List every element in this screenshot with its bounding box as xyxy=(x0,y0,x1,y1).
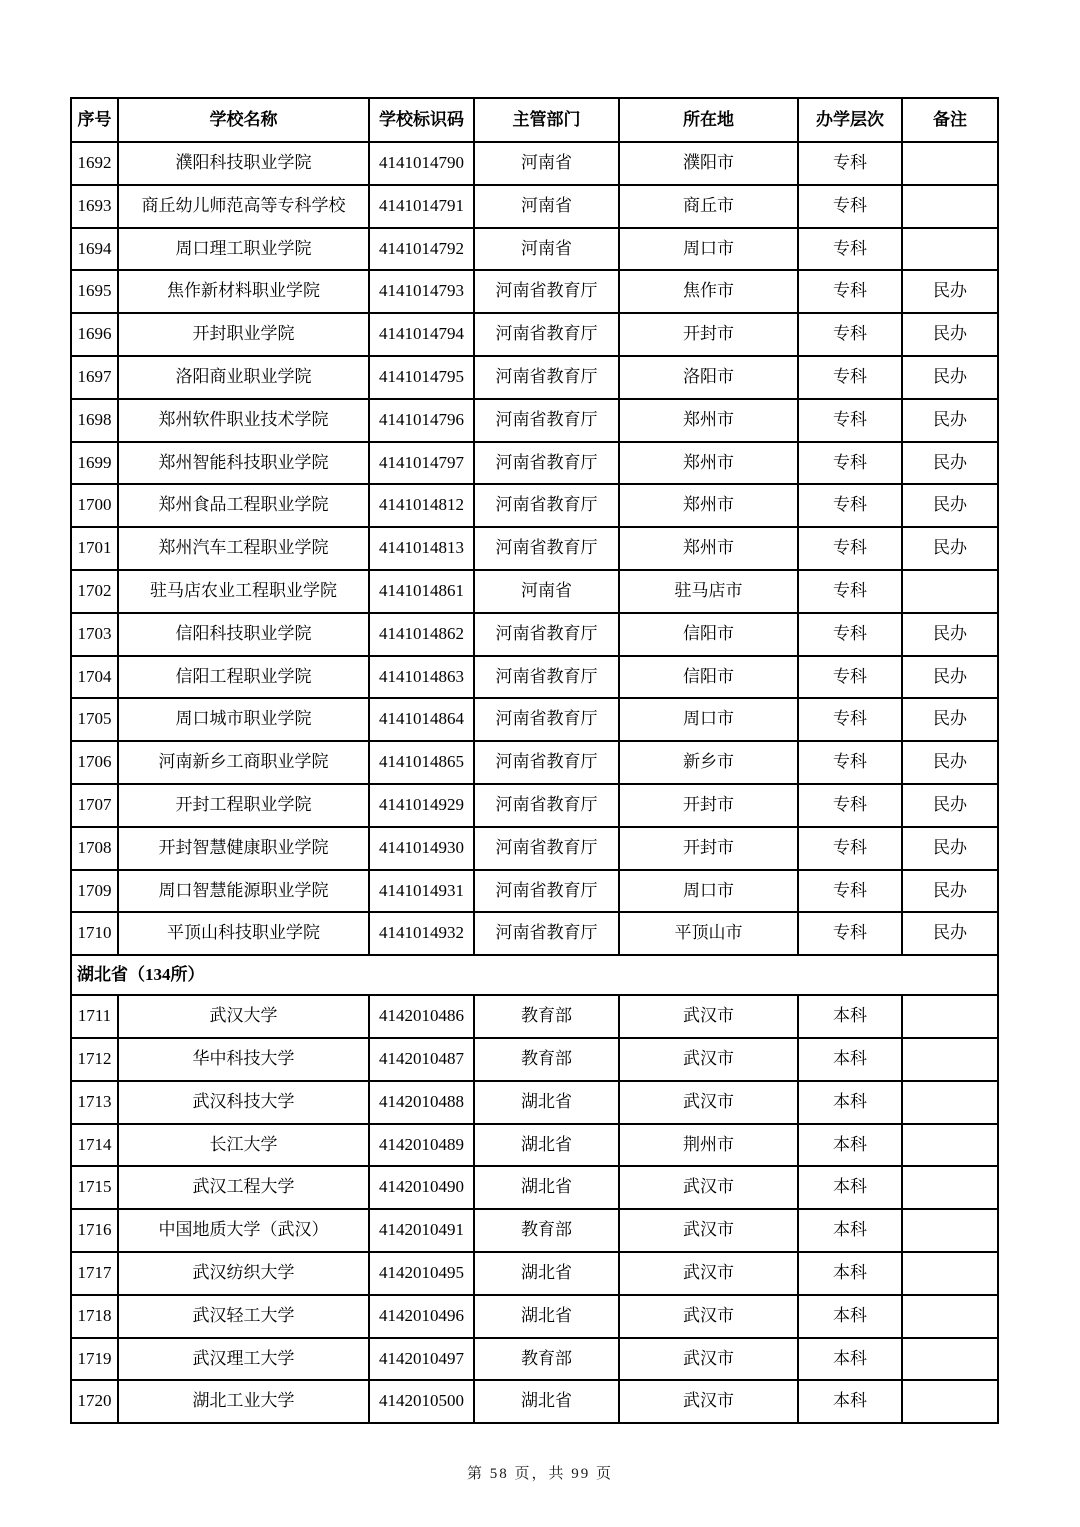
cell-name: 郑州智能科技职业学院 xyxy=(118,442,369,485)
cell-seq: 1720 xyxy=(71,1380,118,1423)
table-row xyxy=(71,741,998,784)
cell-level: 本科 xyxy=(798,1124,902,1167)
table-row xyxy=(71,1252,998,1295)
cell-dept: 教育部 xyxy=(474,1038,619,1081)
cell-code: 4142010489 xyxy=(369,1124,474,1167)
cell-seq: 1716 xyxy=(71,1209,118,1252)
cell-seq: 1719 xyxy=(71,1338,118,1381)
cell-city: 武汉市 xyxy=(619,1338,798,1381)
cell-city: 濮阳市 xyxy=(619,142,798,185)
cell-note xyxy=(902,185,998,228)
cell-code: 4141014861 xyxy=(369,570,474,613)
cell-dept: 湖北省 xyxy=(474,1081,619,1124)
cell-city: 开封市 xyxy=(619,313,798,356)
cell-city: 武汉市 xyxy=(619,1209,798,1252)
cell-code: 4141014932 xyxy=(369,912,474,955)
cell-city: 郑州市 xyxy=(619,484,798,527)
cell-name: 周口城市职业学院 xyxy=(118,698,369,741)
cell-dept: 河南省 xyxy=(474,228,619,271)
cell-name: 信阳工程职业学院 xyxy=(118,656,369,699)
cell-note xyxy=(902,142,998,185)
cell-seq: 1710 xyxy=(71,912,118,955)
cell-code: 4142010500 xyxy=(369,1380,474,1423)
cell-city: 武汉市 xyxy=(619,1295,798,1338)
cell-note: 民办 xyxy=(902,827,998,870)
cell-seq: 1709 xyxy=(71,870,118,913)
cell-code: 4142010488 xyxy=(369,1081,474,1124)
cell-level: 专科 xyxy=(798,613,902,656)
cell-note xyxy=(902,570,998,613)
table-row xyxy=(71,698,998,741)
cell-name: 武汉纺织大学 xyxy=(118,1252,369,1295)
cell-code: 4141014791 xyxy=(369,185,474,228)
cell-dept: 河南省教育厅 xyxy=(474,356,619,399)
cell-level: 专科 xyxy=(798,142,902,185)
cell-city: 郑州市 xyxy=(619,527,798,570)
cell-dept: 河南省教育厅 xyxy=(474,912,619,955)
cell-seq: 1705 xyxy=(71,698,118,741)
table-row xyxy=(71,784,998,827)
cell-name: 郑州软件职业技术学院 xyxy=(118,399,369,442)
cell-level: 专科 xyxy=(798,741,902,784)
cell-seq: 1694 xyxy=(71,228,118,271)
cell-name: 洛阳商业职业学院 xyxy=(118,356,369,399)
cell-code: 4141014794 xyxy=(369,313,474,356)
cell-dept: 河南省教育厅 xyxy=(474,527,619,570)
cell-code: 4142010486 xyxy=(369,995,474,1038)
cell-dept: 河南省教育厅 xyxy=(474,442,619,485)
cell-code: 4141014864 xyxy=(369,698,474,741)
cell-seq: 1707 xyxy=(71,784,118,827)
cell-seq: 1711 xyxy=(71,995,118,1038)
cell-seq: 1703 xyxy=(71,613,118,656)
table-row xyxy=(71,399,998,442)
cell-city: 郑州市 xyxy=(619,442,798,485)
cell-level: 专科 xyxy=(798,870,902,913)
cell-name: 信阳科技职业学院 xyxy=(118,613,369,656)
table-row xyxy=(71,1295,998,1338)
cell-name: 商丘幼儿师范高等专科学校 xyxy=(118,185,369,228)
cell-city: 荆州市 xyxy=(619,1124,798,1167)
cell-city: 驻马店市 xyxy=(619,570,798,613)
table-row xyxy=(71,1380,998,1423)
cell-level: 本科 xyxy=(798,1081,902,1124)
cell-note: 民办 xyxy=(902,613,998,656)
cell-level: 本科 xyxy=(798,1295,902,1338)
cell-note: 民办 xyxy=(902,656,998,699)
table-row xyxy=(71,1124,998,1167)
table-row xyxy=(71,995,998,1038)
cell-dept: 河南省教育厅 xyxy=(474,313,619,356)
cell-city: 武汉市 xyxy=(619,1252,798,1295)
cell-level: 专科 xyxy=(798,185,902,228)
cell-dept: 河南省教育厅 xyxy=(474,270,619,313)
cell-note xyxy=(902,1295,998,1338)
cell-code: 4141014863 xyxy=(369,656,474,699)
cell-note: 民办 xyxy=(902,484,998,527)
cell-level: 专科 xyxy=(798,356,902,399)
cell-note: 民办 xyxy=(902,912,998,955)
table-row xyxy=(71,870,998,913)
cell-seq: 1712 xyxy=(71,1038,118,1081)
table-row xyxy=(71,313,998,356)
table-row xyxy=(71,1038,998,1081)
cell-note: 民办 xyxy=(902,784,998,827)
cell-note: 民办 xyxy=(902,527,998,570)
table-body xyxy=(71,142,998,1423)
cell-note: 民办 xyxy=(902,270,998,313)
cell-dept: 河南省教育厅 xyxy=(474,827,619,870)
cell-level: 本科 xyxy=(798,1338,902,1381)
table-row xyxy=(71,185,998,228)
section-header-label: 湖北省（134所） xyxy=(71,955,998,995)
cell-city: 武汉市 xyxy=(619,995,798,1038)
cell-seq: 1700 xyxy=(71,484,118,527)
cell-note xyxy=(902,1038,998,1081)
cell-seq: 1701 xyxy=(71,527,118,570)
cell-seq: 1695 xyxy=(71,270,118,313)
cell-seq: 1717 xyxy=(71,1252,118,1295)
cell-code: 4141014930 xyxy=(369,827,474,870)
cell-code: 4142010496 xyxy=(369,1295,474,1338)
cell-seq: 1698 xyxy=(71,399,118,442)
cell-code: 4142010487 xyxy=(369,1038,474,1081)
cell-seq: 1693 xyxy=(71,185,118,228)
table-row xyxy=(71,912,998,955)
table-row xyxy=(71,442,998,485)
cell-city: 平顶山市 xyxy=(619,912,798,955)
cell-city: 焦作市 xyxy=(619,270,798,313)
cell-note: 民办 xyxy=(902,870,998,913)
cell-level: 本科 xyxy=(798,1380,902,1423)
cell-level: 专科 xyxy=(798,912,902,955)
cell-note: 民办 xyxy=(902,698,998,741)
cell-code: 4142010491 xyxy=(369,1209,474,1252)
cell-seq: 1704 xyxy=(71,656,118,699)
table-row xyxy=(71,570,998,613)
cell-name: 武汉工程大学 xyxy=(118,1166,369,1209)
cell-dept: 河南省教育厅 xyxy=(474,784,619,827)
cell-note: 民办 xyxy=(902,399,998,442)
cell-code: 4141014862 xyxy=(369,613,474,656)
cell-seq: 1706 xyxy=(71,741,118,784)
cell-code: 4141014795 xyxy=(369,356,474,399)
cell-level: 专科 xyxy=(798,656,902,699)
cell-dept: 河南省教育厅 xyxy=(474,399,619,442)
cell-seq: 1702 xyxy=(71,570,118,613)
cell-name: 河南新乡工商职业学院 xyxy=(118,741,369,784)
cell-seq: 1715 xyxy=(71,1166,118,1209)
cell-code: 4141014865 xyxy=(369,741,474,784)
page-number-footer: 第 58 页，共 99 页 xyxy=(466,1466,613,1482)
cell-city: 武汉市 xyxy=(619,1166,798,1209)
cell-city: 新乡市 xyxy=(619,741,798,784)
table-row xyxy=(71,228,998,271)
cell-code: 4141014790 xyxy=(369,142,474,185)
cell-level: 专科 xyxy=(798,484,902,527)
table-row xyxy=(71,613,998,656)
column-header-name: 学校名称 xyxy=(118,98,369,142)
table-row xyxy=(71,656,998,699)
cell-level: 专科 xyxy=(798,399,902,442)
cell-level: 专科 xyxy=(798,827,902,870)
cell-note xyxy=(902,1124,998,1167)
cell-dept: 河南省教育厅 xyxy=(474,656,619,699)
cell-name: 郑州汽车工程职业学院 xyxy=(118,527,369,570)
cell-level: 专科 xyxy=(798,698,902,741)
section-header-row xyxy=(71,955,998,995)
cell-note: 民办 xyxy=(902,741,998,784)
table-row xyxy=(71,1338,998,1381)
cell-note xyxy=(902,1081,998,1124)
cell-city: 信阳市 xyxy=(619,656,798,699)
cell-name: 华中科技大学 xyxy=(118,1038,369,1081)
cell-level: 专科 xyxy=(798,442,902,485)
cell-name: 武汉科技大学 xyxy=(118,1081,369,1124)
cell-level: 本科 xyxy=(798,1038,902,1081)
cell-level: 专科 xyxy=(798,228,902,271)
cell-city: 信阳市 xyxy=(619,613,798,656)
cell-dept: 河南省教育厅 xyxy=(474,698,619,741)
cell-name: 平顶山科技职业学院 xyxy=(118,912,369,955)
cell-level: 本科 xyxy=(798,995,902,1038)
cell-level: 专科 xyxy=(798,784,902,827)
cell-code: 4142010497 xyxy=(369,1338,474,1381)
cell-dept: 河南省 xyxy=(474,185,619,228)
cell-dept: 河南省教育厅 xyxy=(474,484,619,527)
cell-city: 周口市 xyxy=(619,698,798,741)
cell-seq: 1714 xyxy=(71,1124,118,1167)
cell-seq: 1718 xyxy=(71,1295,118,1338)
cell-code: 4141014931 xyxy=(369,870,474,913)
column-header-city: 所在地 xyxy=(619,98,798,142)
cell-code: 4141014793 xyxy=(369,270,474,313)
cell-city: 周口市 xyxy=(619,870,798,913)
cell-dept: 河南省 xyxy=(474,570,619,613)
table-row xyxy=(71,1081,998,1124)
cell-dept: 河南省 xyxy=(474,142,619,185)
cell-level: 本科 xyxy=(798,1252,902,1295)
cell-name: 武汉理工大学 xyxy=(118,1338,369,1381)
column-header-level: 办学层次 xyxy=(798,98,902,142)
cell-dept: 湖北省 xyxy=(474,1124,619,1167)
cell-seq: 1692 xyxy=(71,142,118,185)
cell-code: 4142010495 xyxy=(369,1252,474,1295)
cell-note xyxy=(902,995,998,1038)
cell-code: 4141014812 xyxy=(369,484,474,527)
cell-dept: 教育部 xyxy=(474,1209,619,1252)
table-row xyxy=(71,484,998,527)
university-table xyxy=(70,97,999,1424)
cell-seq: 1708 xyxy=(71,827,118,870)
cell-name: 武汉轻工大学 xyxy=(118,1295,369,1338)
cell-city: 武汉市 xyxy=(619,1380,798,1423)
cell-name: 开封工程职业学院 xyxy=(118,784,369,827)
column-header-dept: 主管部门 xyxy=(474,98,619,142)
cell-dept: 河南省教育厅 xyxy=(474,613,619,656)
cell-level: 本科 xyxy=(798,1166,902,1209)
cell-city: 郑州市 xyxy=(619,399,798,442)
table-row xyxy=(71,827,998,870)
column-header-note: 备注 xyxy=(902,98,998,142)
cell-seq: 1697 xyxy=(71,356,118,399)
cell-dept: 湖北省 xyxy=(474,1166,619,1209)
cell-name: 郑州食品工程职业学院 xyxy=(118,484,369,527)
cell-note xyxy=(902,1338,998,1381)
cell-level: 专科 xyxy=(798,527,902,570)
cell-city: 开封市 xyxy=(619,827,798,870)
cell-level: 专科 xyxy=(798,570,902,613)
cell-code: 4141014792 xyxy=(369,228,474,271)
cell-level: 本科 xyxy=(798,1209,902,1252)
cell-note xyxy=(902,1166,998,1209)
column-header-code: 学校标识码 xyxy=(369,98,474,142)
cell-name: 驻马店农业工程职业学院 xyxy=(118,570,369,613)
table-row xyxy=(71,142,998,185)
cell-level: 专科 xyxy=(798,270,902,313)
cell-dept: 湖北省 xyxy=(474,1380,619,1423)
cell-seq: 1713 xyxy=(71,1081,118,1124)
cell-note xyxy=(902,1252,998,1295)
cell-dept: 教育部 xyxy=(474,1338,619,1381)
cell-dept: 湖北省 xyxy=(474,1252,619,1295)
cell-level: 专科 xyxy=(798,313,902,356)
cell-name: 周口理工职业学院 xyxy=(118,228,369,271)
cell-dept: 河南省教育厅 xyxy=(474,741,619,784)
cell-city: 周口市 xyxy=(619,228,798,271)
cell-name: 开封职业学院 xyxy=(118,313,369,356)
cell-code: 4142010490 xyxy=(369,1166,474,1209)
cell-note: 民办 xyxy=(902,356,998,399)
cell-name: 长江大学 xyxy=(118,1124,369,1167)
cell-dept: 河南省教育厅 xyxy=(474,870,619,913)
cell-city: 商丘市 xyxy=(619,185,798,228)
cell-name: 濮阳科技职业学院 xyxy=(118,142,369,185)
table-row xyxy=(71,1209,998,1252)
table-row xyxy=(71,1166,998,1209)
cell-note: 民办 xyxy=(902,313,998,356)
cell-name: 湖北工业大学 xyxy=(118,1380,369,1423)
cell-name: 开封智慧健康职业学院 xyxy=(118,827,369,870)
cell-city: 洛阳市 xyxy=(619,356,798,399)
cell-code: 4141014796 xyxy=(369,399,474,442)
cell-code: 4141014813 xyxy=(369,527,474,570)
cell-seq: 1696 xyxy=(71,313,118,356)
cell-code: 4141014797 xyxy=(369,442,474,485)
cell-dept: 教育部 xyxy=(474,995,619,1038)
cell-code: 4141014929 xyxy=(369,784,474,827)
cell-name: 中国地质大学（武汉） xyxy=(118,1209,369,1252)
cell-note xyxy=(902,1380,998,1423)
cell-city: 开封市 xyxy=(619,784,798,827)
cell-name: 武汉大学 xyxy=(118,995,369,1038)
cell-name: 焦作新材料职业学院 xyxy=(118,270,369,313)
table-row xyxy=(71,527,998,570)
table-row xyxy=(71,270,998,313)
cell-city: 武汉市 xyxy=(619,1038,798,1081)
column-header-seq: 序号 xyxy=(71,98,118,142)
table-header-row xyxy=(71,98,998,142)
cell-note xyxy=(902,1209,998,1252)
cell-note: 民办 xyxy=(902,442,998,485)
cell-name: 周口智慧能源职业学院 xyxy=(118,870,369,913)
table-row xyxy=(71,356,998,399)
cell-seq: 1699 xyxy=(71,442,118,485)
cell-dept: 湖北省 xyxy=(474,1295,619,1338)
cell-note xyxy=(902,228,998,271)
cell-city: 武汉市 xyxy=(619,1081,798,1124)
